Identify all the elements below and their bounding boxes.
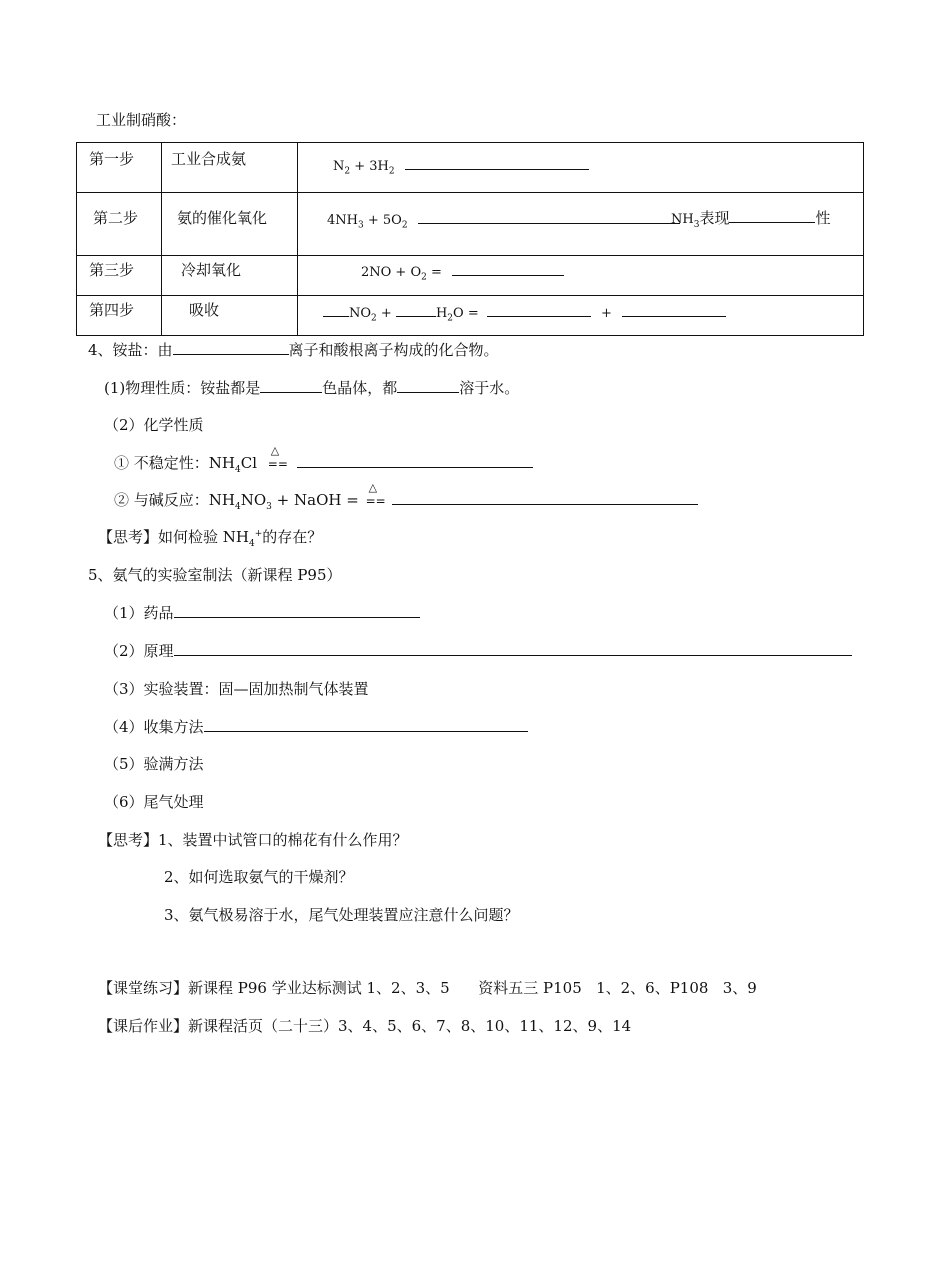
nitric-acid-process-table xyxy=(76,142,864,336)
table-row-4-name: 吸收 xyxy=(189,301,220,319)
answer-blank[interactable] xyxy=(260,378,322,393)
table-row-1-equation: $N_2 + 3H_2$ xyxy=(333,155,589,177)
answer-blank[interactable] xyxy=(392,490,698,505)
answer-blank[interactable] xyxy=(174,641,852,656)
answer-blank[interactable] xyxy=(405,155,589,170)
answer-blank[interactable] xyxy=(418,209,680,224)
instability-reaction: ① 不稳定性：$NH_4Cl$ △ == xyxy=(114,453,533,474)
answer-blank[interactable] xyxy=(729,208,815,223)
think-question-1: 【思考】1、装置中试管口的棉花有什么作用？ xyxy=(98,831,408,849)
chemical-properties-title: （2）化学性质 xyxy=(104,416,204,434)
heating-symbol: △ == xyxy=(365,481,386,508)
answer-blank[interactable] xyxy=(622,302,726,317)
ammonium-salt-definition: 4、铵盐：由 离子和酸根离子构成的化合物。 xyxy=(88,341,499,359)
answer-blank[interactable] xyxy=(204,717,528,732)
table-row-1-step: 第一步 xyxy=(89,150,135,168)
principle-item: （2）原理 xyxy=(104,641,852,661)
reagents-item: （1）药品 xyxy=(104,603,420,623)
table-row-2-name: 氨的催化氧化 xyxy=(177,209,268,227)
table-row-4-step: 第四步 xyxy=(89,301,135,319)
section5-title: 5、氨气的实验室制法（新课程 P95） xyxy=(88,566,342,584)
apparatus-item: （3）实验装置：固—固加热制气体装置 xyxy=(104,680,369,698)
table-row-2-equation: $4NH_3 + 5O_2$ xyxy=(327,209,680,231)
table-row-3-name: 冷却氧化 xyxy=(181,261,242,279)
table-row-2-tail: $NH_3$表现 性 xyxy=(671,209,831,230)
table-row-3-step: 第三步 xyxy=(89,261,135,279)
answer-blank[interactable] xyxy=(173,340,289,355)
table-row-3-equation: $2NO + O_2$ = xyxy=(361,261,564,283)
think-ammonium-test: 【思考】如何检验 $NH_4^+$的存在？ xyxy=(98,528,323,549)
table-row-2-step: 第二步 xyxy=(93,209,139,227)
physical-properties: (1)物理性质：铵盐都是 色晶体，都 溶于水。 xyxy=(104,379,520,397)
answer-blank[interactable] xyxy=(174,603,420,618)
table-row-4-equation: $NO_2 + H_2O$ = + xyxy=(323,302,726,324)
tail-gas-item: （6）尾气处理 xyxy=(104,793,204,811)
collection-item: （4）收集方法 xyxy=(104,717,528,737)
section-heading: 工业制硝酸： xyxy=(96,111,187,129)
classroom-practice: 【课堂练习】新课程 P96 学业达标测试 1、2、3、5 资料五三 P105 1、2、6、P108 3、9 xyxy=(98,979,757,997)
answer-blank[interactable] xyxy=(397,378,459,393)
answer-blank[interactable] xyxy=(396,302,436,317)
think-question-3: 3、氨气极易溶于水，尾气处理装置应注意什么问题？ xyxy=(164,906,519,924)
answer-blank[interactable] xyxy=(323,302,349,317)
think-question-2: 2、如何选取氨气的干燥剂？ xyxy=(164,868,354,886)
alkali-reaction: ② 与碱反应：$NH_4NO_3$ + NaOH = △ == xyxy=(114,490,698,511)
homework: 【课后作业】新课程活页（二十三）3、4、5、6、7、8、10、11、12、9、14 xyxy=(98,1017,632,1035)
table-row-1-name: 工业合成氨 xyxy=(171,150,247,168)
answer-blank[interactable] xyxy=(452,261,564,276)
heating-symbol: △ == xyxy=(267,444,288,471)
answer-blank[interactable] xyxy=(297,453,533,468)
full-check-item: （5）验满方法 xyxy=(104,755,204,773)
answer-blank[interactable] xyxy=(487,302,591,317)
